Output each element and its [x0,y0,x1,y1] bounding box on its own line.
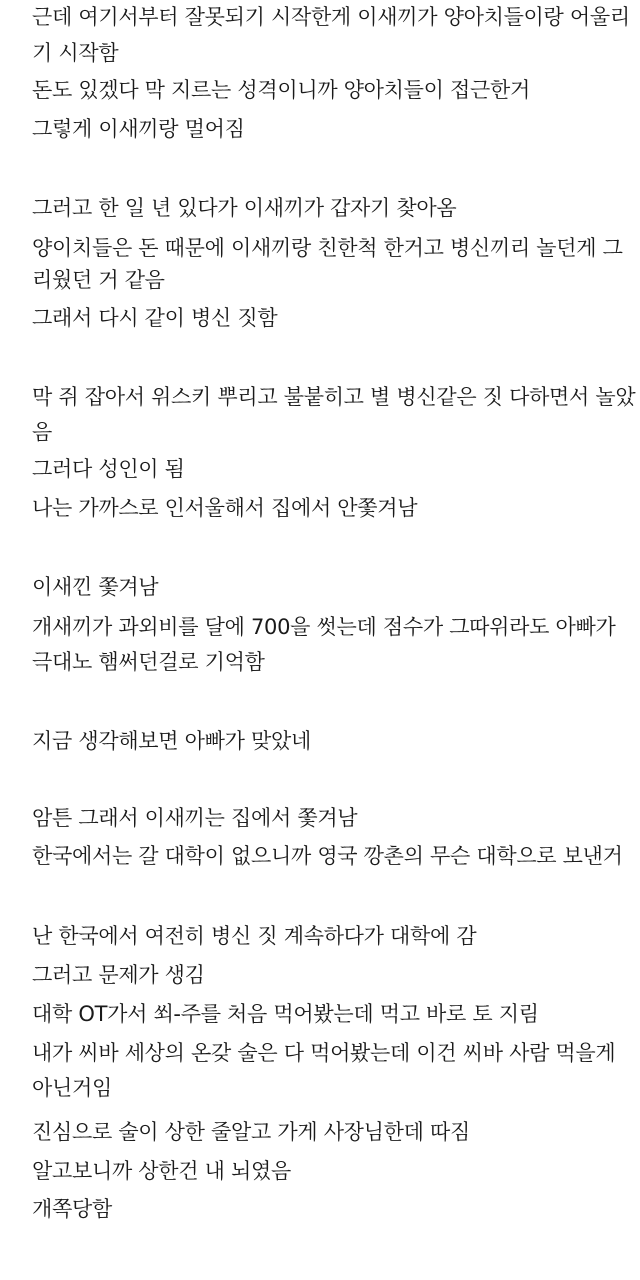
text-line: 한국에서는 갈 대학이 없으니까 영국 깡촌의 무슨 대학으로 보낸거 [32,844,623,868]
text-line: 막 쥐 잡아서 위스키 뿌리고 불붙히고 별 병신같은 짓 다하면서 놀았 [32,385,636,409]
text-line: 양이치들은 돈 때문에 이새끼랑 친한척 한거고 병신끼리 놀던게 그 [32,236,623,260]
text-line: 개새끼가 과외비를 달에 700을 썻는데 점수가 그따위라도 아빠가 [32,615,616,639]
text-line: 그래서 다시 같이 병신 짓함 [32,306,278,330]
text-line: 아닌거임 [32,1076,112,1100]
text-line: 나는 가까스로 인서울해서 집에서 안쫓겨남 [32,496,418,520]
text-line: 음 [32,420,52,444]
text-line: 진심으로 술이 상한 줄알고 가게 사장님한데 따짐 [32,1120,470,1144]
text-line: 그렇게 이새끼랑 멀어짐 [32,117,245,141]
text-line: 개쪽당함 [32,1197,112,1221]
text-line: 난 한국에서 여전히 병신 짓 계속하다가 대학에 감 [32,924,477,948]
text-line: 이새낀 쫓겨남 [32,575,159,599]
text-line: 그러다 성인이 됨 [32,457,185,481]
text-line: 극대노 햄써던걸로 기억함 [32,650,265,674]
text-line: 근데 여기서부터 잘못되기 시작한게 이새끼가 양아치들이랑 어울리 [32,5,630,29]
text-line: 내가 씨바 세상의 온갖 술은 다 먹어봤는데 이건 씨바 사람 먹을게 [32,1041,616,1065]
text-line: 리웠던 거 같음 [32,268,165,292]
text-line: 암튼 그래서 이새끼는 집에서 쫓겨남 [32,806,358,830]
text-line: 돈도 있겠다 막 지르는 성격이니까 양아치들이 접근한거 [32,78,530,102]
text-line: 대학 OT가서 쐬-주를 처음 먹어봤는데 먹고 바로 토 지림 [32,1002,539,1026]
text-line: 그러고 문제가 생김 [32,963,205,987]
text-line: 기 시작함 [32,41,119,65]
text-line: 지금 생각해보면 아빠가 맞았네 [32,729,311,753]
text-line: 알고보니까 상한건 내 뇌였음 [32,1159,291,1183]
text-line: 그러고 한 일 년 있다가 이새끼가 갑자기 찾아옴 [32,196,457,220]
